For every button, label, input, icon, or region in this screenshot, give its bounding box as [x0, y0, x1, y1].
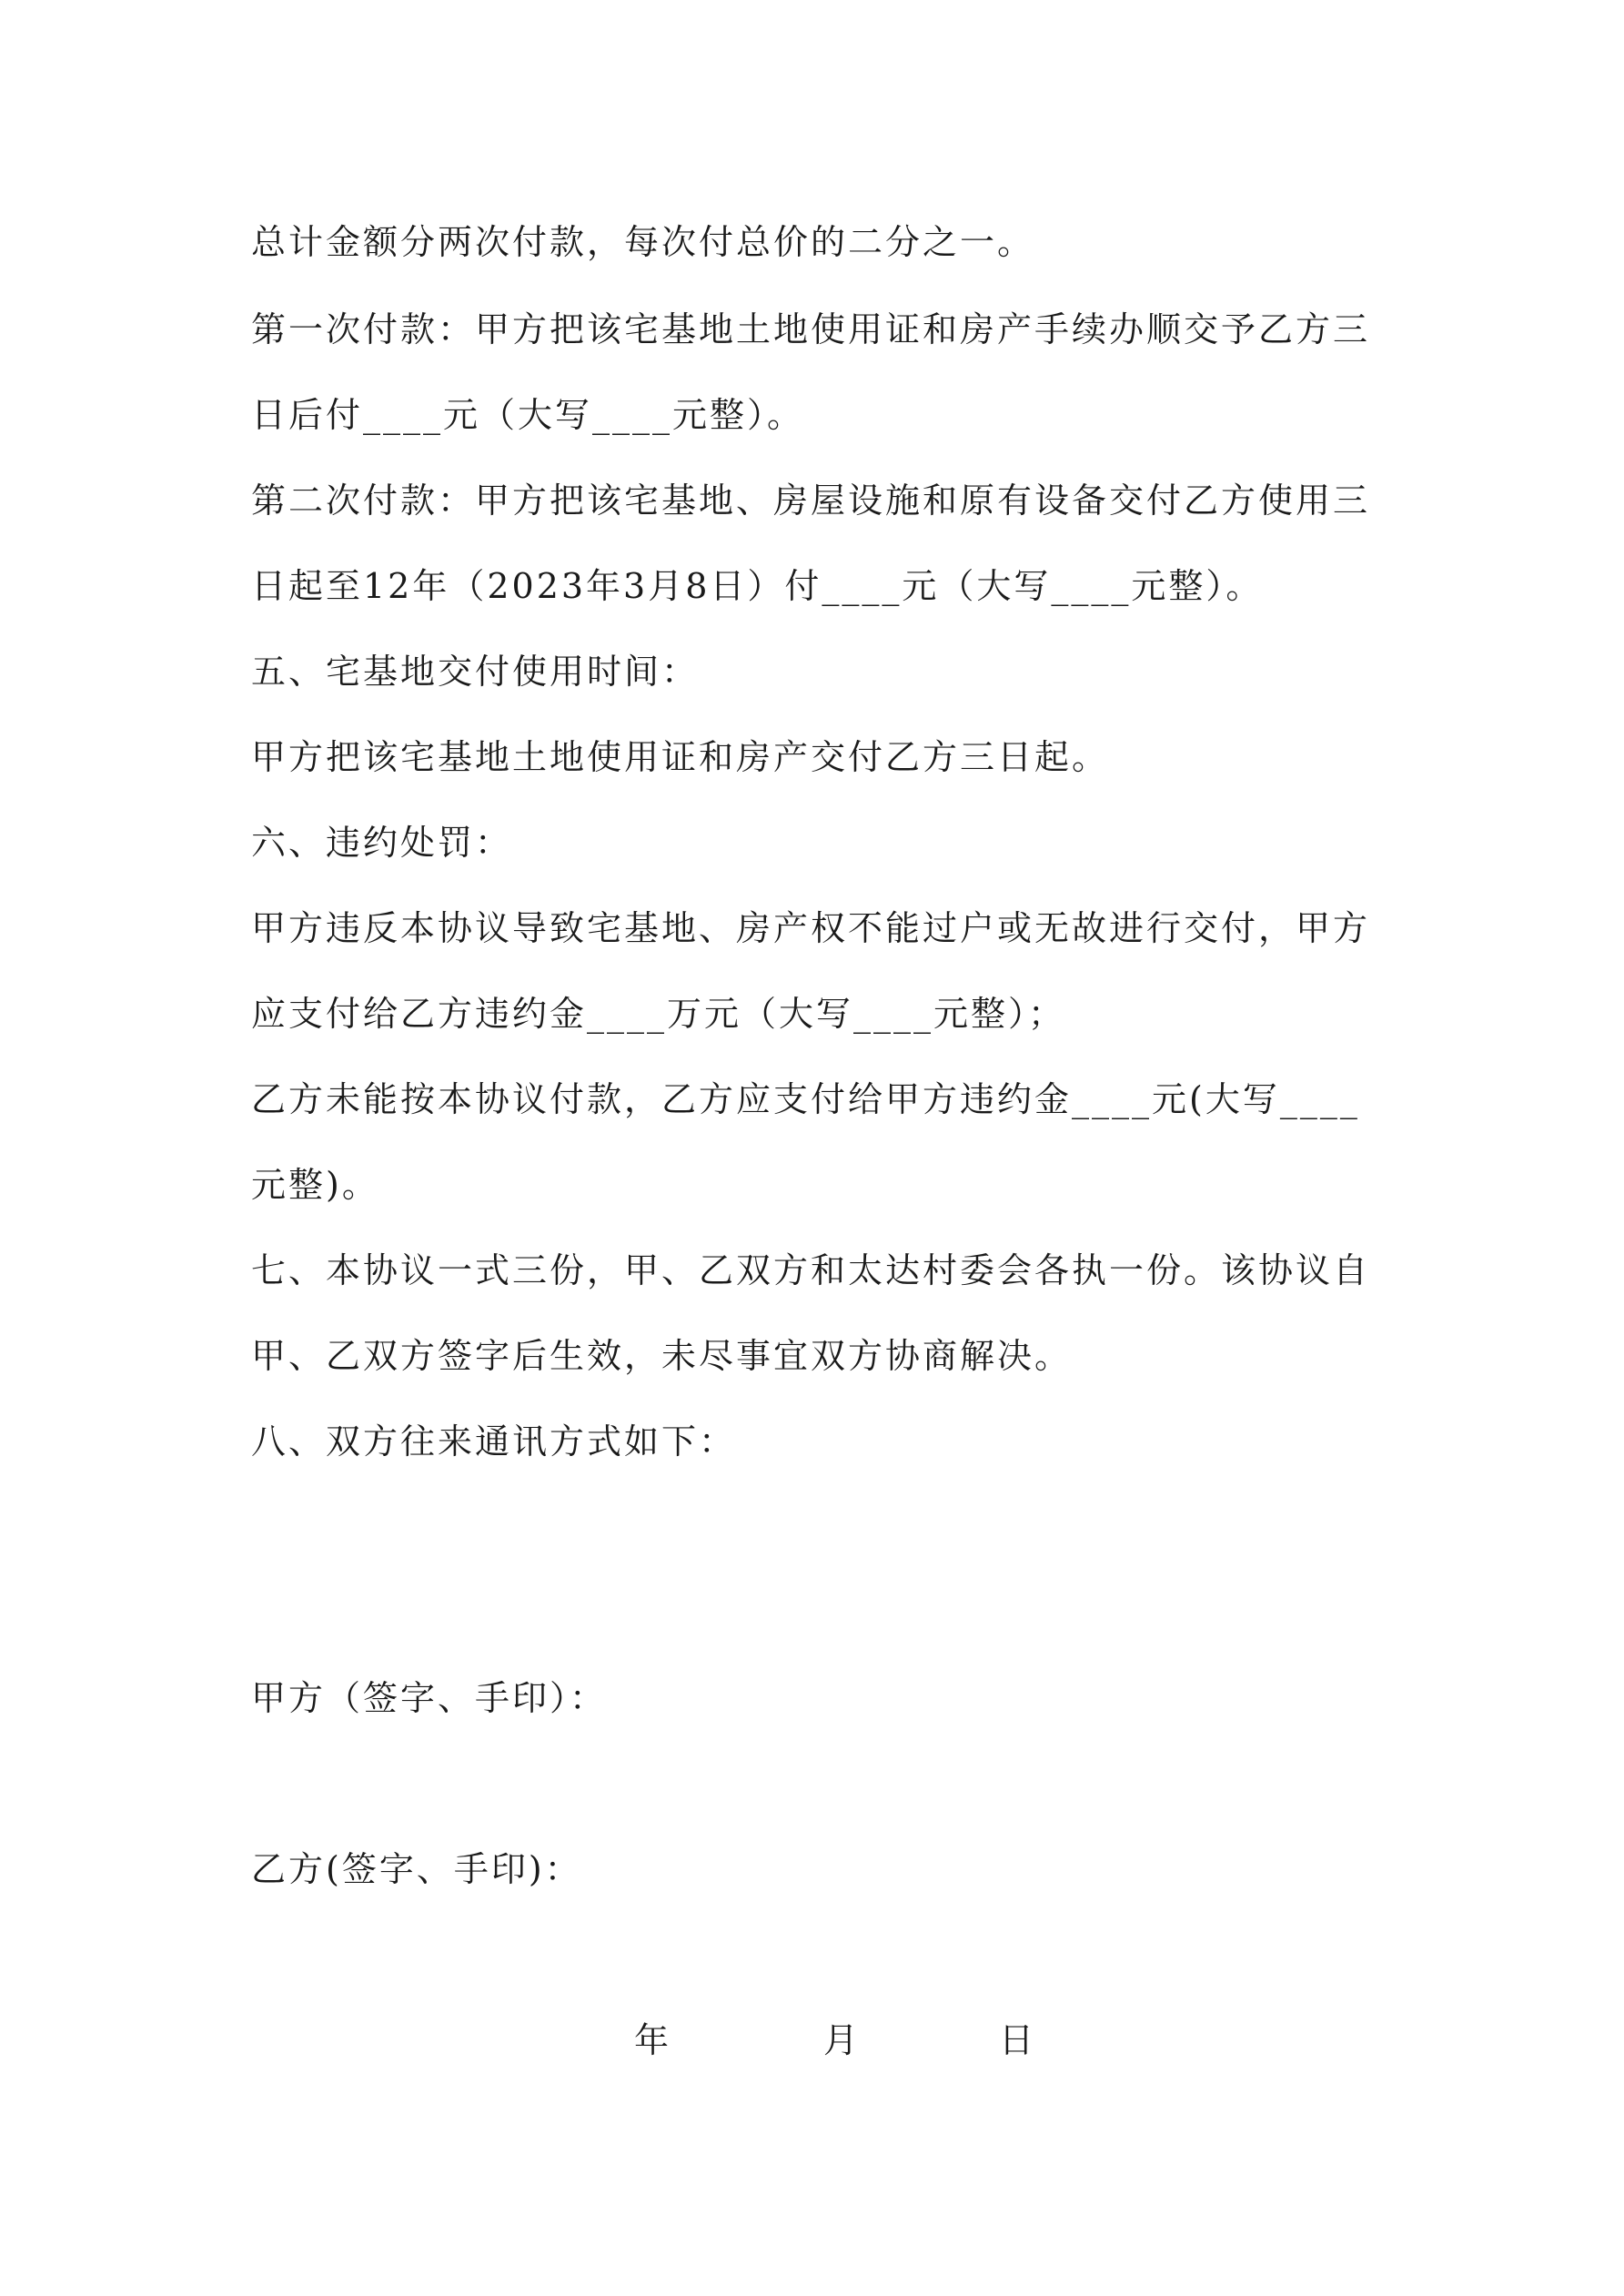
section-five-content: 甲方把该宅基地土地使用证和房产交付乙方三日起。: [251, 737, 1110, 777]
second-payment-line-1: 第二次付款：甲方把该宅基地、房屋设施和原有设备交付乙方使用三: [251, 480, 1371, 521]
penalty-a-line-1: 甲方违反本协议导致宅基地、房产权不能过户或无故进行交付，甲方: [251, 908, 1371, 948]
section-seven-line-2: 甲、乙双方签字后生效，未尽事宜双方协商解决。: [251, 1336, 1073, 1376]
penalty-b-line-1: 乙方未能按本协议付款，乙方应支付给甲方违约金____元(大写____: [251, 1079, 1360, 1119]
payment-total-line: 总计金额分两次付款，每次付总价的二分之一。: [251, 222, 1035, 262]
date-month: 月: [823, 2020, 859, 2060]
date-year: 年: [634, 2020, 670, 2060]
penalty-b-line-2: 元整)。: [251, 1165, 379, 1205]
first-payment-line-2: 日后付____元（大写____元整）。: [251, 395, 805, 435]
signature-party-a: 甲方（签字、手印）：: [251, 1678, 608, 1718]
section-five-heading: 五、宅基地交付使用时间：: [251, 652, 700, 692]
section-seven-line-1: 七、本协议一式三份，甲、乙双方和太达村委会各执一份。该协议自: [251, 1250, 1371, 1290]
second-payment-line-2: 日起至12年（2023年3月8日）付____元（大写____元整）。: [251, 566, 1264, 606]
first-payment-line-1: 第一次付款：甲方把该宅基地土地使用证和房产手续办顺交予乙方三: [251, 309, 1371, 349]
section-six-heading: 六、违约处罚：: [251, 823, 513, 863]
signature-party-b: 乙方(签字、手印)：: [251, 1849, 582, 1889]
section-eight-heading: 八、双方往来通讯方式如下：: [251, 1421, 737, 1462]
penalty-a-line-2: 应支付给乙方违约金____万元（大写____元整）；: [251, 994, 1066, 1034]
date-day: 日: [999, 2020, 1034, 2060]
